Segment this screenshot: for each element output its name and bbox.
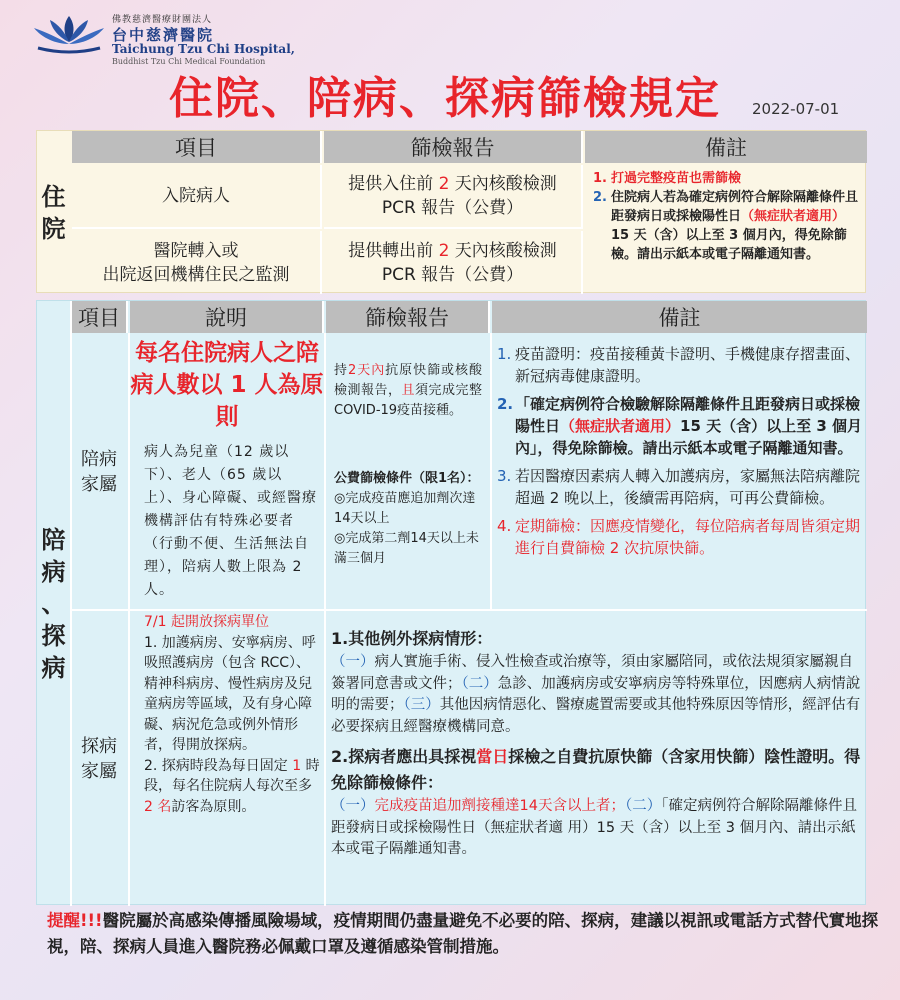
- s1-header-notes: 備註: [585, 131, 867, 163]
- companion-row-label: 陪病 家屬: [81, 449, 117, 495]
- companion-side-label: 陪 病 、 探 病: [41, 525, 66, 682]
- s2-header-report: 篩檢報告: [326, 301, 490, 333]
- hospital-foundation-text: 佛教慈濟醫療財團法人: [112, 15, 213, 25]
- companion-limit-text: 每名住院病人之陪病人數以 1 人為原則: [130, 340, 324, 430]
- date-text: 2022-07-01: [752, 100, 840, 118]
- visitor-desc: 7/1 起開放探病單位 1. 加護病房、安寧病房、呼吸照護病房（包含 RCC）、精神科病房、慢性病房及兒童病房等區域，及有身心障礙、病況危急或例外情形者，得開放探病。 2. 探病時段為每日固定 1 時段，每名住院病人每次至多 2 名訪客為原則。: [144, 614, 320, 815]
- s1-header-report: 篩檢報告: [324, 131, 583, 163]
- divider: [490, 333, 492, 609]
- hospital-name-cn: 台中慈濟醫院: [112, 26, 215, 44]
- row-transfer-report: 提供轉出前 2 天內核酸檢測 PCR 報告（公費）: [324, 231, 583, 294]
- header: [0, 0, 900, 125]
- visitor-rules: 1.其他例外探病情形： （一）病人實施手術、侵入性檢查或治療等，須由家屬陪同，或依法規須家屬親自簽署同意書或文件；（二）急診、加護病房或安寧病房等特殊單位，因應病人病情說明的需要；（三）其他因病情惡化、醫療處置需要或其他特殊原因等情形，經評估有必要探病且經醫療機構同意。 2.探病者應出具採視當日採檢之自費抗原快篩（含家用快篩）陰性證明。得免除篩檢條件： （一）完成疫苗追加劑接種達14天含以上者；（二）「確定病例符合解除隔離條件且距發病日或採檢陽性日（無症狀者適 用）15 天（含）以上至 3 個月內、請出示紙本或電子隔離通知書。: [331, 629, 861, 857]
- lotus-logo-icon: [30, 10, 108, 58]
- public-screening-conditions: 公費篩檢條件（限1名）： ◎完成疫苗應追加劑次達14天以上 ◎完成第二劑14天以上未滿三個月: [334, 471, 480, 566]
- companion-notes: [497, 343, 862, 565]
- reminder-footer: 提醒!!!醫院屬於高感染傳播風險場域，疫情期間仍盡量避免不必要的陪、探病，建議以視訊或電話方式替代實地探視，陪、探病人員進入醫院務必佩戴口罩及遵循感染管制措施。: [47, 911, 879, 956]
- s1-header-item: 項目: [72, 131, 322, 163]
- s2-header-notes: 備註: [492, 301, 867, 333]
- list-item: 2. 「確定病例符合檢驗解除隔離條件且距發病日或採檢陽性日（無症狀者適用）15 天（含）以上至 3 個月內」，得免除篩檢。請出示紙本或電子隔離通知書。: [497, 395, 863, 457]
- s2-header-desc: 說明: [130, 301, 324, 333]
- inpatient-notes: 1. 打過完整疫苗也需篩檢 2. 住院病人若為確定病例符合解除隔離條件且距發病日或採檢陽性日（無症狀者適用）15 天（含）以上至 3 個月內，得免除篩檢。請出示紙本或電子隔離通知書。: [593, 171, 859, 262]
- visitor-row-label: 探病 家屬: [81, 735, 117, 782]
- row-inpatient-report: 提供入住前 2 天內核酸檢測 PCR 報告（公費）: [324, 165, 583, 229]
- hospital-foundation-en: Buddhist Tzu Chi Medical Foundation: [112, 57, 266, 66]
- row-transfer-item: 醫院轉入或 出院返回機構住民之監測: [72, 231, 322, 294]
- companion-visitor-section: [36, 300, 866, 905]
- list-item: 3. 若因醫療因素病人轉入加護病房，家屬無法陪病離院超過 2 晚以上，後續需再陪病，可再公費篩檢。: [497, 467, 861, 507]
- hospital-name-en: Taichung Tzu Chi Hospital,: [112, 42, 295, 56]
- list-item: 4. 定期篩檢：因應疫情變化，每位陪病者每周皆須定期進行自費篩檢 2 次抗原快篩。: [497, 517, 861, 557]
- s2-header-item: 項目: [72, 301, 128, 333]
- page-title: 住院、陪病、探病篩檢規定: [169, 73, 721, 124]
- companion-report: 持2天內抗原快篩或核酸檢測報告，且須完成完整COVID-19疫苗接種。: [334, 363, 482, 418]
- inpatient-side-label: 住 院: [41, 182, 66, 243]
- divider: [70, 609, 867, 611]
- row-inpatient-item: 入院病人: [72, 165, 322, 229]
- divider: [324, 333, 326, 906]
- companion-desc: 病人為兒童（12 歲以下）、老人（65 歲以上）、身心障礙、或經醫療機構評估有特殊必要者（行動不便、生活無法自理），陪病人數上限為 2 人。: [144, 444, 317, 598]
- inpatient-section: [36, 130, 866, 293]
- list-item: 1. 疫苗證明：疫苗接種黃卡證明、手機健康存摺畫面、新冠病毒健康證明。: [497, 345, 861, 385]
